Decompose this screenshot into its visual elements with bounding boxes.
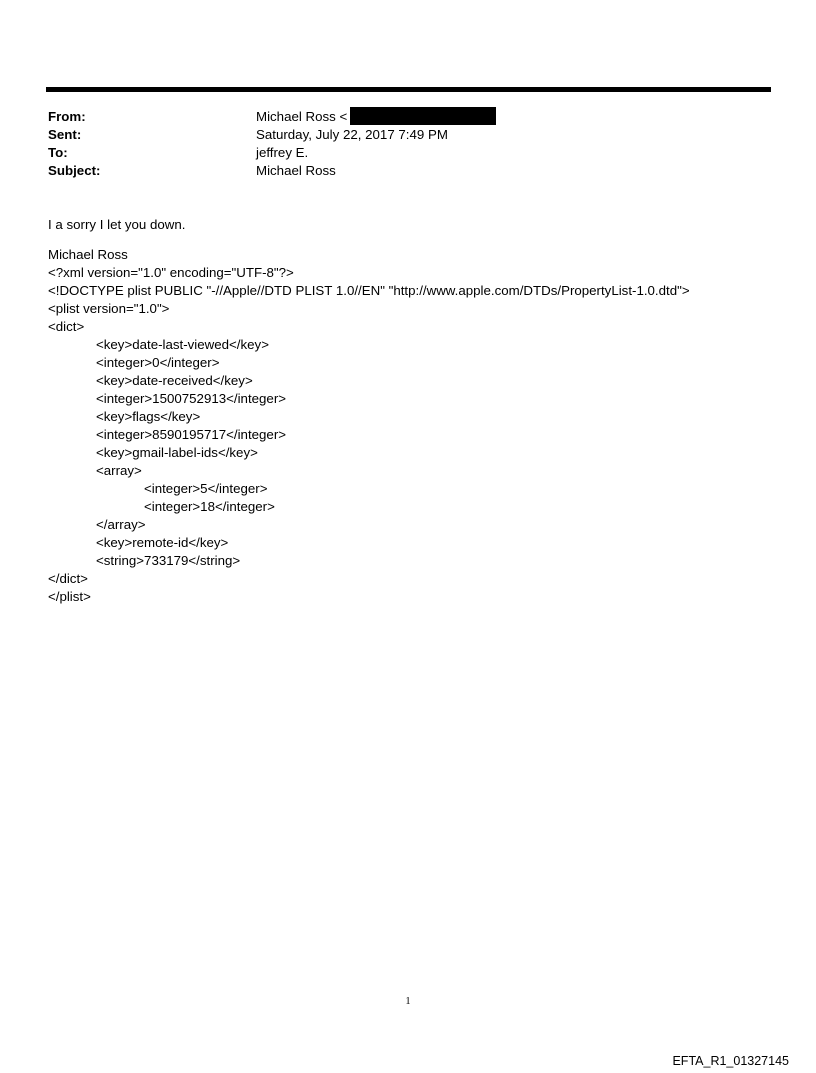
plist-line: <key>date-last-viewed</key> [96, 337, 269, 352]
page-number: 1 [405, 996, 411, 1007]
email-header [48, 107, 768, 179]
plist-line: <?xml version="1.0" encoding="UTF-8"?> [48, 265, 294, 280]
subject-label: Subject: [48, 162, 101, 178]
plist-line: <array> [96, 463, 142, 478]
sent-label: Sent: [48, 126, 82, 142]
plist-line: <key>flags</key> [96, 409, 201, 424]
to-value: jeffrey E. [256, 144, 309, 160]
plist-line: <plist version="1.0"> [48, 301, 170, 316]
email-body [48, 216, 788, 606]
from-label: From: [48, 108, 86, 124]
plist-line: <key>remote-id</key> [96, 535, 229, 550]
from-value-container [256, 107, 496, 125]
plist-line: <integer>1500752913</integer> [96, 391, 287, 406]
from-value: Michael Ross < [256, 108, 348, 124]
redaction-block [350, 107, 496, 125]
to-row [48, 143, 768, 161]
plist-line: <integer>8590195717</integer> [96, 427, 287, 442]
plist-line: </array> [96, 517, 146, 532]
document-id: EFTA_R1_01327145 [672, 1054, 789, 1068]
signature-text: Michael Ross [48, 247, 128, 262]
subject-value: Michael Ross [256, 162, 336, 178]
subject-row [48, 161, 768, 179]
plist-line: <key>gmail-label-ids</key> [96, 445, 258, 460]
to-label: To: [48, 144, 68, 160]
message-text: I a sorry I let you down. [48, 217, 186, 232]
sent-row [48, 125, 768, 143]
plist-line: <!DOCTYPE plist PUBLIC "-//Apple//DTD PLIST 1.0//EN" "http://www.apple.com/DTDs/PropertyList-1.0.dtd"> [48, 283, 690, 298]
plist-line: <integer>18</integer> [144, 499, 275, 514]
plist-line: <dict> [48, 319, 85, 334]
from-row [48, 107, 768, 125]
plist-line: <string>733179</string> [96, 553, 241, 568]
plist-line: <integer>0</integer> [96, 355, 220, 370]
header-divider [46, 87, 771, 92]
plist-line: <key>date-received</key> [96, 373, 253, 388]
sent-value: Saturday, July 22, 2017 7:49 PM [256, 126, 448, 142]
plist-line: </plist> [48, 589, 91, 604]
plist-line: </dict> [48, 571, 88, 586]
plist-line: <integer>5</integer> [144, 481, 268, 496]
